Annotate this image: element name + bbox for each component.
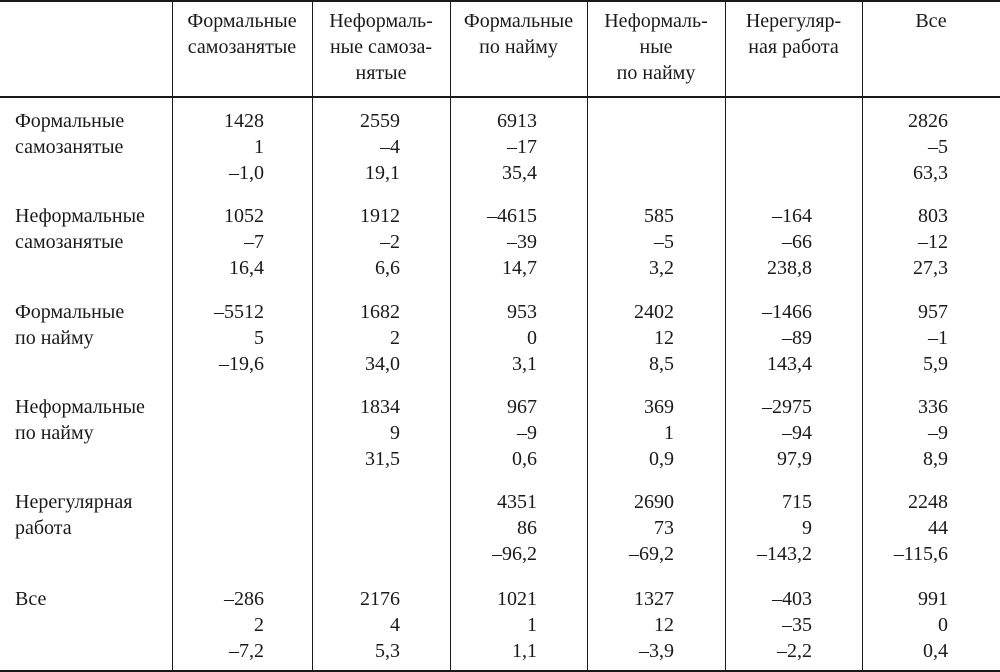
column-divider bbox=[725, 0, 726, 672]
table-cell: 4351 86 –96,2 bbox=[492, 491, 537, 565]
row-label: Неформальные по найму bbox=[15, 396, 145, 444]
table-cell: 6913 –17 35,4 bbox=[497, 110, 537, 184]
row-label: Все bbox=[15, 588, 47, 610]
table-cell: 953 0 3,1 bbox=[507, 301, 537, 375]
table-cell: –2975 –94 97,9 bbox=[762, 396, 812, 470]
table-cell: 1327 12 –3,9 bbox=[634, 588, 674, 662]
table-cell: 803 –12 27,3 bbox=[913, 205, 948, 279]
table-cell: 2559 –4 19,1 bbox=[360, 110, 400, 184]
table-cell: –4615 –39 14,7 bbox=[487, 205, 537, 279]
column-header: Все bbox=[915, 10, 947, 32]
table-cell: 2248 44 –115,6 bbox=[893, 491, 948, 565]
table-cell: 967 –9 0,6 bbox=[507, 396, 537, 470]
column-header: Формальные по найму bbox=[463, 10, 574, 58]
table-cell: 1428 1 –1,0 bbox=[224, 110, 264, 184]
header-rule bbox=[0, 96, 1000, 98]
table-cell: 715 9 –143,2 bbox=[757, 491, 812, 565]
table-cell: –1466 –89 143,4 bbox=[762, 301, 812, 375]
table-cell: 1052 –7 16,4 bbox=[224, 205, 264, 279]
column-divider bbox=[312, 0, 313, 672]
table-cell: 1834 9 31,5 bbox=[360, 396, 400, 470]
table-cell: 369 1 0,9 bbox=[644, 396, 674, 470]
table-cell: 991 0 0,4 bbox=[918, 588, 948, 662]
table-cell: –403 –35 –2,2 bbox=[772, 588, 812, 662]
column-divider bbox=[587, 0, 588, 672]
table-cell: 585 –5 3,2 bbox=[644, 205, 674, 279]
column-header: Нерегуляр- ная работа bbox=[745, 10, 842, 58]
row-label: Неформальные самозанятые bbox=[15, 205, 145, 253]
table-cell: 336 –9 8,9 bbox=[918, 396, 948, 470]
table-cell: –286 2 –7,2 bbox=[224, 588, 264, 662]
table-cell: 2176 4 5,3 bbox=[360, 588, 400, 662]
column-divider bbox=[172, 0, 173, 672]
column-divider bbox=[450, 0, 451, 672]
table-cell: 2690 73 –69,2 bbox=[629, 491, 674, 565]
table-cell: 1912 –2 6,6 bbox=[360, 205, 400, 279]
top-rule bbox=[0, 0, 1000, 2]
table-cell: 957 –1 5,9 bbox=[918, 301, 948, 375]
table-cell: –5512 5 –19,6 bbox=[214, 301, 264, 375]
table-cell: 1682 2 34,0 bbox=[360, 301, 400, 375]
row-label: Нерегулярная работа bbox=[15, 491, 133, 539]
column-divider bbox=[862, 0, 863, 672]
table-cell: 2402 12 8,5 bbox=[634, 301, 674, 375]
column-header: Неформаль- ные самоза- нятые bbox=[329, 10, 433, 84]
table-cell: 2826 –5 63,3 bbox=[908, 110, 948, 184]
table-cell: –164 –66 238,8 bbox=[767, 205, 812, 279]
table-cell: 1021 1 1,1 bbox=[497, 588, 537, 662]
column-header: Неформаль- ные по найму bbox=[604, 10, 708, 84]
row-label: Формальные самозанятые bbox=[15, 110, 125, 158]
column-header: Формальные самозанятые bbox=[187, 10, 297, 58]
row-label: Формальные по найму bbox=[15, 301, 125, 349]
